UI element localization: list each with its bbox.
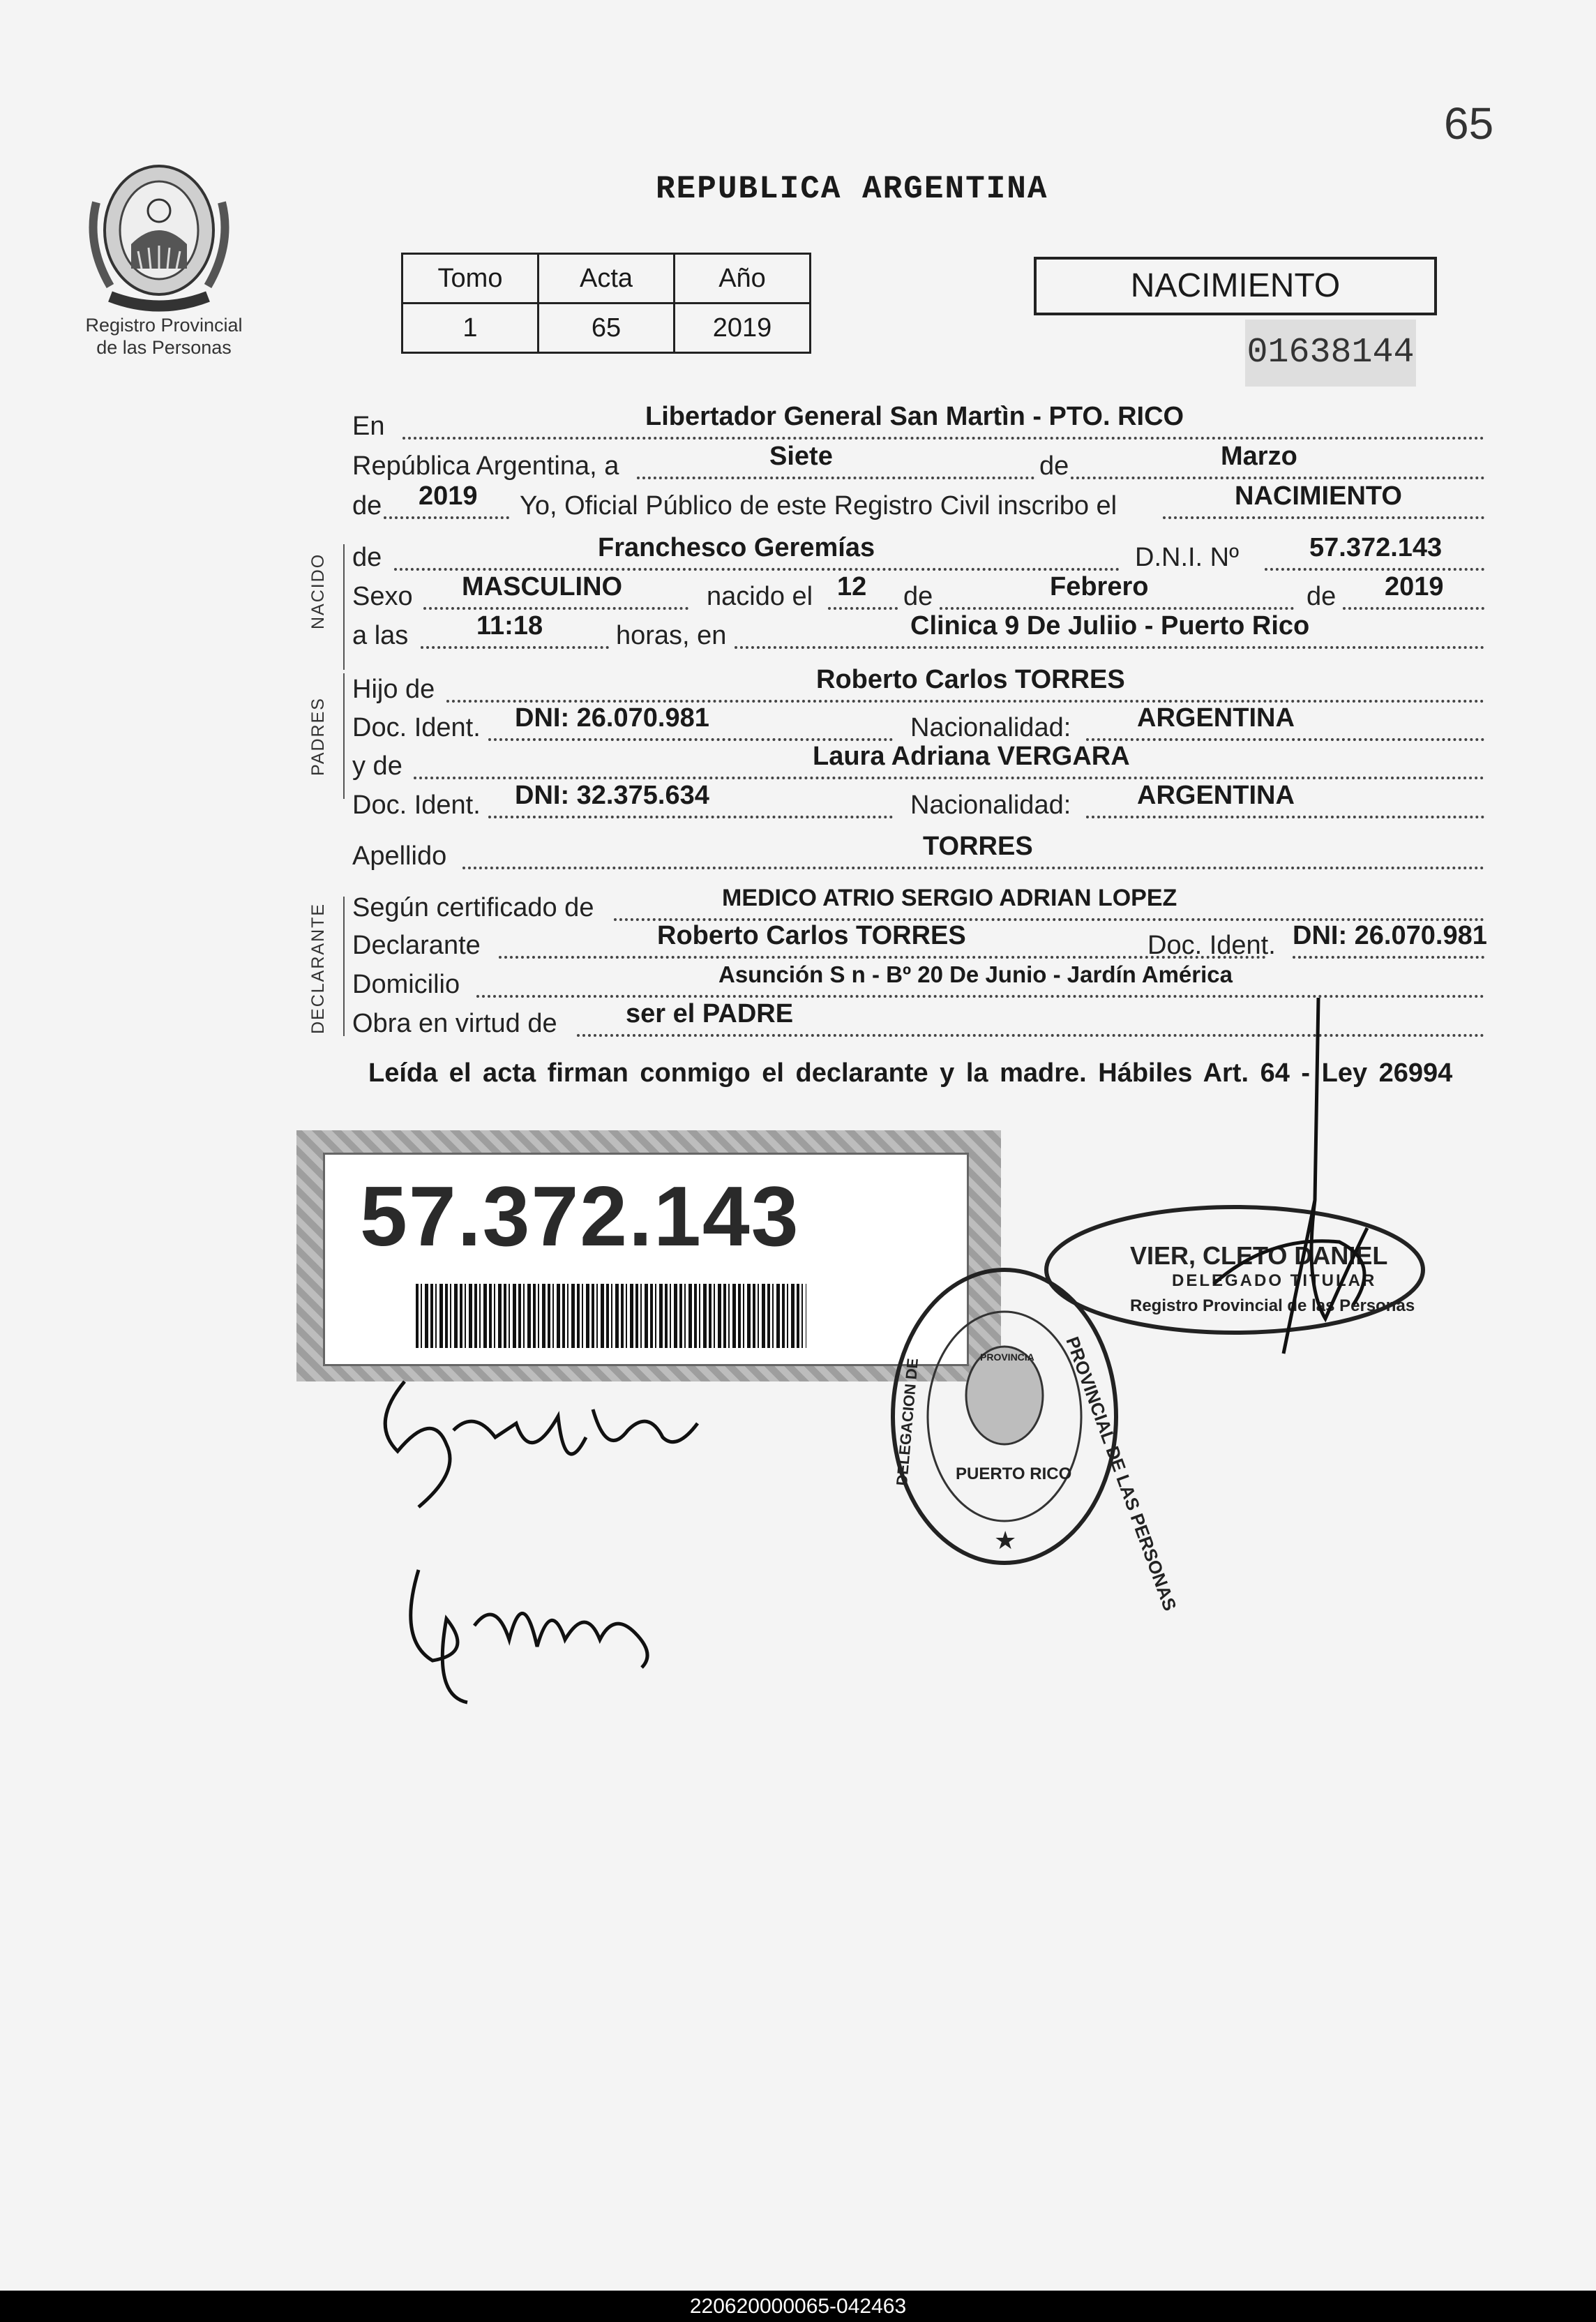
dotted-line xyxy=(1086,738,1484,741)
dotted-line xyxy=(402,437,1484,440)
seal-star-icon: ★ xyxy=(994,1527,1017,1555)
serial-number: 01638144 xyxy=(1245,320,1416,387)
label-nacido: nacido el xyxy=(707,582,813,611)
label-nacionalidad-2: Nacionalidad: xyxy=(910,791,1071,820)
label-doc-3: Doc. Ident. xyxy=(1147,931,1276,960)
side-label-nacido: NACIDO xyxy=(308,553,328,629)
label-domicilio: Domicilio xyxy=(352,970,460,999)
label-de-3: de xyxy=(1307,582,1337,611)
closing-note: Leída el acta firman conmigo el declarante y la madre. Hábiles Art. 64 - Ley 26994 xyxy=(368,1058,1453,1088)
value-child-dni: 57.372.143 xyxy=(1309,533,1443,562)
label-hijo: Hijo de xyxy=(352,675,435,704)
row-birth-time xyxy=(352,611,1484,653)
label-y-de: y de xyxy=(352,751,402,781)
value-birth-day: 12 xyxy=(837,572,867,601)
dotted-line xyxy=(423,607,688,610)
dotted-line xyxy=(828,607,898,610)
value-declarant-doc: DNI: 26.070.981 xyxy=(1293,921,1487,950)
dotted-line xyxy=(384,516,509,519)
label-sexo: Sexo xyxy=(352,582,413,611)
seal-left-text: DELEGACION DE xyxy=(893,1357,921,1487)
value-birth-place: Clinica 9 De Juliio - Puerto Rico xyxy=(910,611,1310,641)
label-official-text: Yo, Oficial Público de este Registro Civil inscribo el xyxy=(520,491,1117,520)
barcode xyxy=(416,1284,806,1348)
label-apellido: Apellido xyxy=(352,841,447,871)
register-header-row xyxy=(402,254,811,304)
org-line-1: Registro Provincial xyxy=(85,315,243,336)
value-capacity: ser el PADRE xyxy=(626,999,794,1028)
value-birth-time: 11:18 xyxy=(476,611,543,641)
label-republica: República Argentina, a xyxy=(352,451,619,481)
stamp-office: Registro Provincial de las Personas xyxy=(1130,1296,1415,1315)
value-address: Asunción S n - Bº 20 De Junio - Jardín América xyxy=(718,961,1233,987)
value-anio: 2019 xyxy=(675,304,811,353)
round-seal xyxy=(879,1256,1181,1614)
org-line-2: de las Personas xyxy=(96,337,232,358)
dni-label-inner xyxy=(323,1153,969,1366)
value-birth-month: Febrero xyxy=(1050,572,1149,601)
label-certificado: Según certificado de xyxy=(352,893,594,922)
label-year-prefix: de xyxy=(352,491,382,520)
side-label-padres: PADRES xyxy=(308,697,328,776)
value-child-name: Franchesco Geremías xyxy=(598,533,875,562)
label-declarante: Declarante xyxy=(352,931,481,960)
label-doc-2: Doc. Ident. xyxy=(352,791,481,820)
label-nacionalidad: Nacionalidad: xyxy=(910,713,1071,742)
label-obra: Obra en virtud de xyxy=(352,1009,557,1038)
value-year-registration: 2019 xyxy=(419,481,478,511)
label-horas: horas, en xyxy=(616,621,727,650)
value-sexo: MASCULINO xyxy=(462,572,623,601)
record-type-box: NACIMIENTO xyxy=(1034,257,1437,315)
value-tomo: 1 xyxy=(402,304,539,353)
value-place: Libertador General San Martìn - PTO. RICO xyxy=(645,402,1184,431)
label-de: de xyxy=(1039,451,1069,481)
declarant-signature xyxy=(356,1368,718,1535)
footer-code: 220620000065-042463 xyxy=(0,2291,1596,2322)
dotted-line xyxy=(462,867,1484,869)
label-a-las: a las xyxy=(352,621,409,650)
value-declarant: Roberto Carlos TORRES xyxy=(657,921,966,950)
dotted-line xyxy=(735,646,1484,649)
seal-top-text: PROVINCIA xyxy=(980,1351,1034,1363)
document-title: REPUBLICA ARGENTINA xyxy=(656,171,1048,207)
dni-label-number: 57.372.143 xyxy=(360,1169,800,1264)
value-mother-doc: DNI: 32.375.634 xyxy=(515,781,709,810)
value-father-name: Roberto Carlos TORRES xyxy=(816,665,1125,694)
mother-signature xyxy=(391,1556,670,1716)
dotted-line xyxy=(1086,816,1484,818)
dotted-line xyxy=(488,816,893,818)
header-anio: Año xyxy=(675,254,811,304)
stamp-name: VIER, CLETO DANIEL xyxy=(1130,1241,1388,1270)
register-table xyxy=(401,253,811,354)
value-birth-year: 2019 xyxy=(1385,572,1444,601)
label-dni: D.N.I. Nº xyxy=(1135,543,1239,572)
seal-inner-text: PUERTO RICO xyxy=(956,1465,1072,1483)
value-father-nat: ARGENTINA xyxy=(1137,703,1295,733)
organization-name xyxy=(77,314,251,359)
row-surname xyxy=(352,832,1484,874)
label-doc: Doc. Ident. xyxy=(352,713,481,742)
dotted-line xyxy=(1163,516,1484,519)
header-acta: Acta xyxy=(539,254,675,304)
dotted-line xyxy=(1343,607,1484,610)
dotted-line xyxy=(421,646,609,649)
dotted-line xyxy=(1265,568,1484,571)
province-coat-of-arms xyxy=(82,153,236,321)
side-label-declarante: DECLARANTE xyxy=(308,902,328,1034)
row-place xyxy=(352,402,1484,444)
stamp-title: DELEGADO TITULAR xyxy=(1172,1271,1377,1290)
value-day-word: Siete xyxy=(769,442,833,471)
value-event: NACIMIENTO xyxy=(1235,481,1402,511)
dotted-line xyxy=(637,477,1034,479)
value-certificate: MEDICO ATRIO SERGIO ADRIAN LOPEZ xyxy=(722,885,1177,911)
value-mother-name: Laura Adriana VERGARA xyxy=(813,742,1130,771)
value-acta: 65 xyxy=(539,304,675,353)
value-surname: TORRES xyxy=(923,832,1033,861)
register-value-row xyxy=(402,304,811,353)
value-father-doc: DNI: 26.070.981 xyxy=(515,703,709,733)
page-number: 65 xyxy=(1444,98,1494,149)
value-mother-nat: ARGENTINA xyxy=(1137,781,1295,810)
label-en: En xyxy=(352,412,385,441)
header-tomo: Tomo xyxy=(402,254,539,304)
officer-signature xyxy=(1186,991,1395,1381)
section-divider-padres xyxy=(343,673,345,799)
section-divider-nacido xyxy=(343,544,345,670)
label-de-2: de xyxy=(903,582,933,611)
section-divider-declarante xyxy=(343,897,345,1036)
seal-outer-text: PROVINCIAL DE LAS PERSONAS xyxy=(1062,1333,1181,1614)
row-mother-doc xyxy=(352,781,1484,823)
label-de-name: de xyxy=(352,543,382,572)
value-month-registration: Marzo xyxy=(1221,442,1297,471)
row-official xyxy=(352,481,1484,523)
dotted-line xyxy=(1293,956,1484,959)
